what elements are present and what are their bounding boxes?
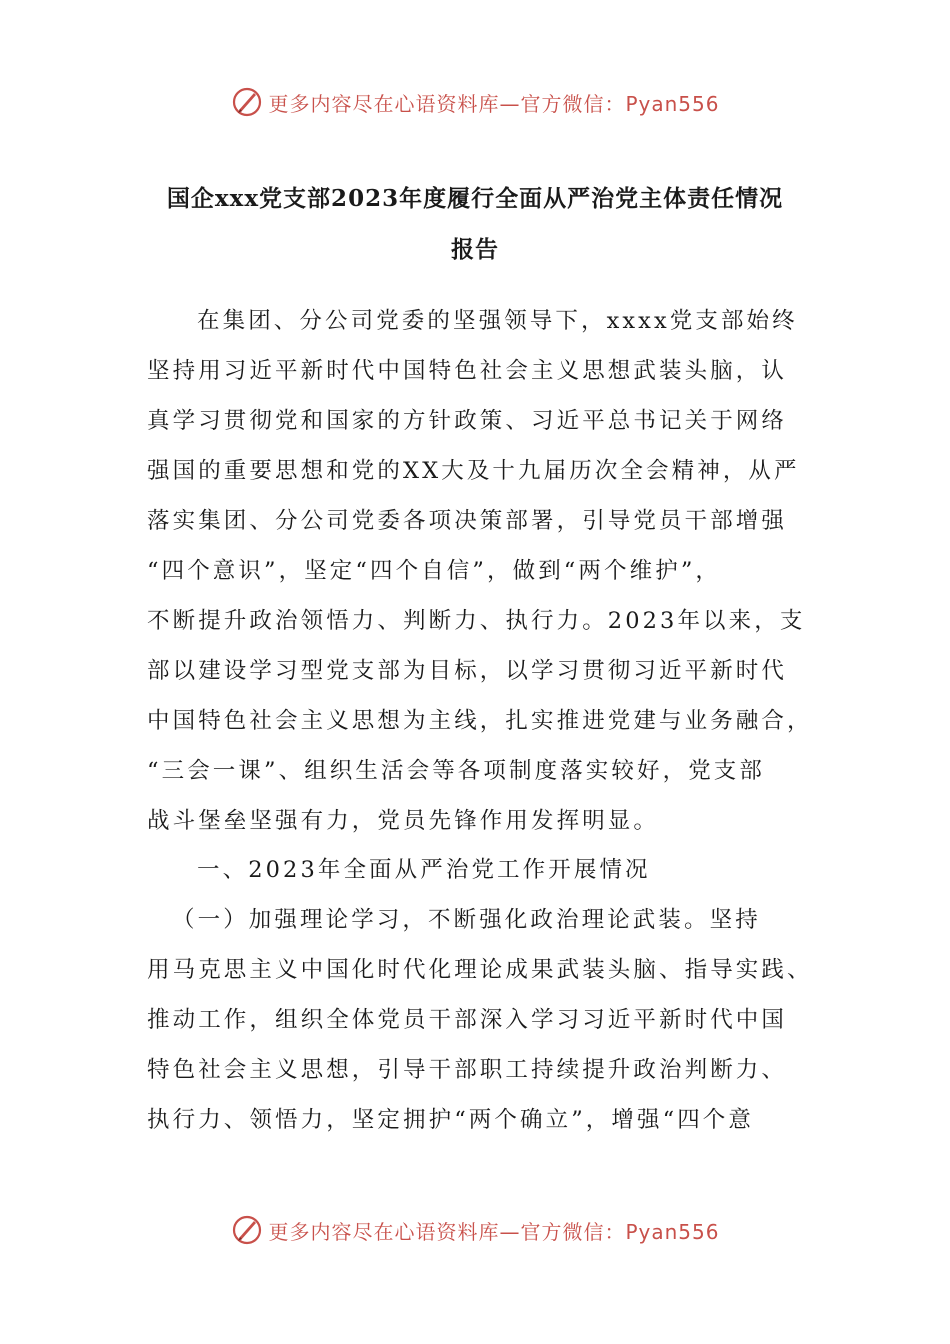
body-line: 在集团、分公司党委的坚强领导下，xxxx党支部始终 [197, 308, 798, 334]
header-watermark-banner [0, 82, 950, 122]
body-line: 特色社会主义思想，引导干部职工持续提升政治判断力、 [147, 1057, 788, 1083]
body-line: 真学习贯彻党和国家的方针政策、习近平总书记关于网络 [147, 408, 788, 434]
body-line: 部以建设学习型党支部为目标，以学习贯彻习近平新时代 [147, 658, 788, 684]
body-line: 战斗堡垒坚强有力，党员先锋作用发挥明显。 [147, 808, 660, 834]
quill-pen-icon [230, 85, 264, 119]
body-line: 推动工作，组织全体党员干部深入学习习近平新时代中国 [147, 1007, 788, 1033]
document-title: 国企xxx党支部2023年度履行全面从严治党主体责任情况 [166, 185, 784, 212]
subsection-heading-line: （一）加强理论学习，不断强化政治理论武装。坚持 [172, 907, 761, 933]
section-heading: 一、2023年全面从严治党工作开展情况 [197, 857, 651, 883]
body-line: 坚持用习近平新时代中国特色社会主义思想武装头脑，认 [147, 358, 788, 384]
quill-pen-icon [230, 1213, 264, 1247]
document-title-continued: 报告 [451, 236, 499, 263]
body-line: 强国的重要思想和党的XX大及十九届历次全会精神，从严 [147, 458, 800, 484]
footer-watermark-banner [0, 1210, 950, 1250]
body-line: 落实集团、分公司党委各项决策部署，引导党员干部增强 [147, 508, 788, 534]
watermark-text: 更多内容尽在心语资料库—官方微信：Pyan556 [268, 91, 720, 116]
body-line: 不断提升政治领悟力、判断力、执行力。2023年以来，支 [147, 608, 806, 634]
body-line: 用马克思主义中国化时代化理论成果武装头脑、指导实践、 [147, 957, 813, 983]
body-line: “四个意识”，坚定“四个自信”，做到“两个维护”， [147, 558, 722, 584]
body-line: 中国特色社会主义思想为主线，扎实推进党建与业务融合， [147, 708, 813, 734]
body-line: “三会一课”、组织生活会等各项制度落实较好，党支部 [147, 758, 766, 784]
watermark-text: 更多内容尽在心语资料库—官方微信：Pyan556 [268, 1219, 720, 1244]
body-line: 执行力、领悟力，坚定拥护“两个确立”，增强“四个意 [147, 1107, 755, 1133]
